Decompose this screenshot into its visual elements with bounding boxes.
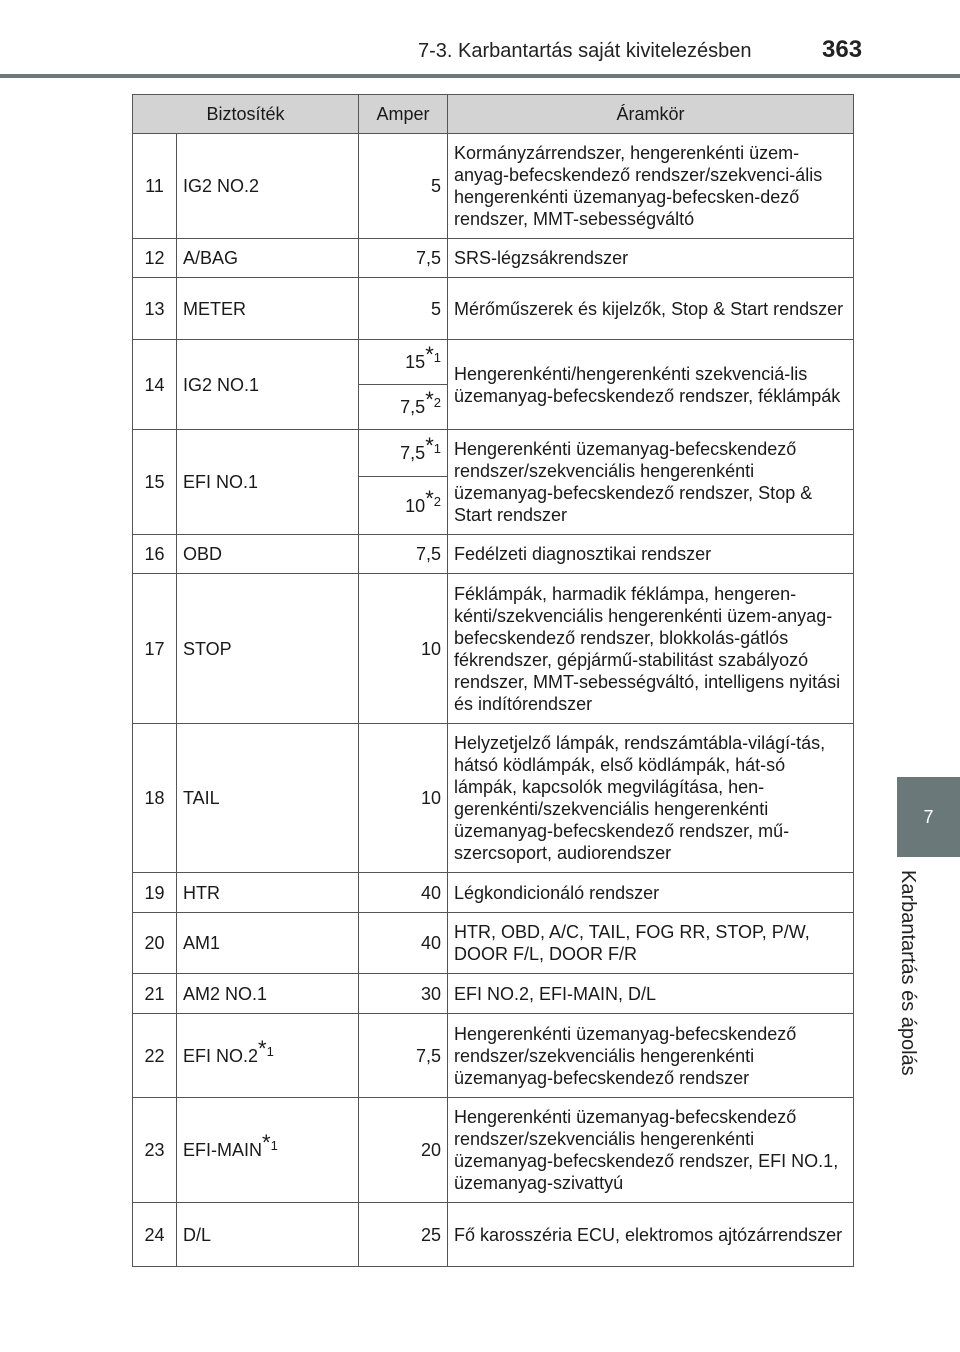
fuse-number: 18: [133, 724, 177, 873]
section-title: 7-3. Karbantartás saját kivitelezésben: [418, 40, 752, 62]
fuse-circuit: Mérőműszerek és kijelzők, Stop & Start rendszer: [448, 278, 854, 340]
fuse-name: AM2 NO.1: [177, 974, 359, 1014]
fuse-amperage: 10: [359, 724, 448, 873]
fuse-name: HTR: [177, 873, 359, 913]
fuse-amperage: 40: [359, 913, 448, 974]
fuse-amperage: 5: [359, 278, 448, 340]
fuse-amperage: 5: [359, 134, 448, 239]
page-number: 363: [822, 36, 863, 63]
table-row: [133, 724, 854, 873]
fuse-circuit: Féklámpák, harmadik féklámpa, hengeren-kénti/szekvenciális hengerenkénti üzem-anyag-befecskendező rendszer, blokkolás-gátlós fékrendszer, gépjármű-stabilitást szabályozó rendszer, MMT-sebességváltó, intelligens nyitási és indítórendszer: [448, 574, 854, 724]
fuse-circuit: Fedélzeti diagnosztikai rendszer: [448, 535, 854, 574]
table-header-row: [133, 95, 854, 134]
fuse-number: 17: [133, 574, 177, 724]
fuse-circuit: Hengerenkénti üzemanyag-befecskendező rendszer/szekvenciális hengerenkénti üzemanyag-befecskendező rendszer, Stop & Start rendszer: [448, 430, 854, 535]
fuse-name: EFI NO.1: [177, 430, 359, 535]
table-row: [133, 1014, 854, 1098]
fuse-circuit: Hengerenkénti üzemanyag-befecskendező rendszer/szekvenciális hengerenkénti üzemanyag-befecskendező rendszer: [448, 1014, 854, 1098]
fuse-amperage-variant-1: 7,5$^{*1}$: [359, 430, 448, 477]
fuse-number: 23: [133, 1098, 177, 1203]
fuse-name: EFI-MAIN$^{*1}$: [177, 1098, 359, 1203]
table-row: [133, 1203, 854, 1267]
fuse-name: IG2 NO.1: [177, 340, 359, 430]
fuse-amperage: 7,5: [359, 535, 448, 574]
fuse-amperage-variant-2: 7,5$^{*2}$: [359, 385, 448, 430]
fuse-amperage-variant-1: 15$^{*1}$: [359, 340, 448, 385]
fuse-circuit: Hengerenkénti/hengerenkénti szekvenciá-lis üzemanyag-befecskendező rendszer, féklámpák: [448, 340, 854, 430]
fuse-amperage: 7,5: [359, 1014, 448, 1098]
table-row: [133, 913, 854, 974]
table-row: [133, 1098, 854, 1203]
table-row: [133, 974, 854, 1014]
fuse-number: 13: [133, 278, 177, 340]
header-circuit: Áramkör: [448, 95, 854, 134]
fuse-number: 16: [133, 535, 177, 574]
fuse-circuit: EFI NO.2, EFI-MAIN, D/L: [448, 974, 854, 1014]
fuse-number: 24: [133, 1203, 177, 1267]
fuse-amperage: 20: [359, 1098, 448, 1203]
fuse-amperage: 25: [359, 1203, 448, 1267]
fuse-circuit: Helyzetjelző lámpák, rendszámtábla-világí-tás, hátsó ködlámpák, első ködlámpák, hát-só lámpák, kapcsolók megvilágítása, hen-gerenkénti/szekvenciális hengerenkénti üzemanyag-befecskendező rendszer, mű-szercsoport, audiorendszer: [448, 724, 854, 873]
fuse-name: AM1: [177, 913, 359, 974]
fuse-circuit: Hengerenkénti üzemanyag-befecskendező rendszer/szekvenciális hengerenkénti üzemanyag-befecskendező rendszer, EFI NO.1, üzemanyag-szivattyú: [448, 1098, 854, 1203]
fuse-name: OBD: [177, 535, 359, 574]
fuse-amperage: 40: [359, 873, 448, 913]
table-row: [133, 278, 854, 340]
fuse-amperage: 30: [359, 974, 448, 1014]
fuse-number: 19: [133, 873, 177, 913]
table-row: [133, 873, 854, 913]
fuse-number: 11: [133, 134, 177, 239]
fuse-number: 21: [133, 974, 177, 1014]
fuse-number: 20: [133, 913, 177, 974]
fuse-name: TAIL: [177, 724, 359, 873]
fuse-name: D/L: [177, 1203, 359, 1267]
fuse-number: 15: [133, 430, 177, 535]
fuse-amperage: 10: [359, 574, 448, 724]
fuse-circuit: HTR, OBD, A/C, TAIL, FOG RR, STOP, P/W, DOOR F/L, DOOR F/R: [448, 913, 854, 974]
table-row: [133, 574, 854, 724]
table-row: [133, 340, 854, 385]
fuse-circuit: Légkondicionáló rendszer: [448, 873, 854, 913]
fuse-name: IG2 NO.2: [177, 134, 359, 239]
fuse-number: 22: [133, 1014, 177, 1098]
table-row: [133, 535, 854, 574]
fuse-table: [132, 94, 854, 1267]
fuse-circuit: SRS-légzsákrendszer: [448, 239, 854, 278]
fuse-circuit: Fő karosszéria ECU, elektromos ajtózárrendszer: [448, 1203, 854, 1267]
fuse-name: EFI NO.2$^{*1}$: [177, 1014, 359, 1098]
fuse-amperage-variant-2: 10$^{*2}$: [359, 477, 448, 535]
fuse-name: STOP: [177, 574, 359, 724]
chapter-label: Karbantartás és ápolás: [897, 870, 919, 1076]
fuse-number: 14: [133, 340, 177, 430]
table-row: [133, 134, 854, 239]
chapter-tab: 7: [897, 777, 960, 857]
fuse-name: A/BAG: [177, 239, 359, 278]
fuse-circuit: Kormányzárrendszer, hengerenkénti üzem-anyag-befecskendező rendszer/szekvenci-ális hengerenkénti üzemanyag-befecsken-dező rendszer, MMT-sebességváltó: [448, 134, 854, 239]
header-divider: [0, 74, 960, 78]
fuse-number: 12: [133, 239, 177, 278]
fuse-name: METER: [177, 278, 359, 340]
header-fuse: Biztosíték: [133, 95, 359, 134]
table-row: [133, 239, 854, 278]
table-row: [133, 430, 854, 477]
header-amper: Amper: [359, 95, 448, 134]
fuse-amperage: 7,5: [359, 239, 448, 278]
